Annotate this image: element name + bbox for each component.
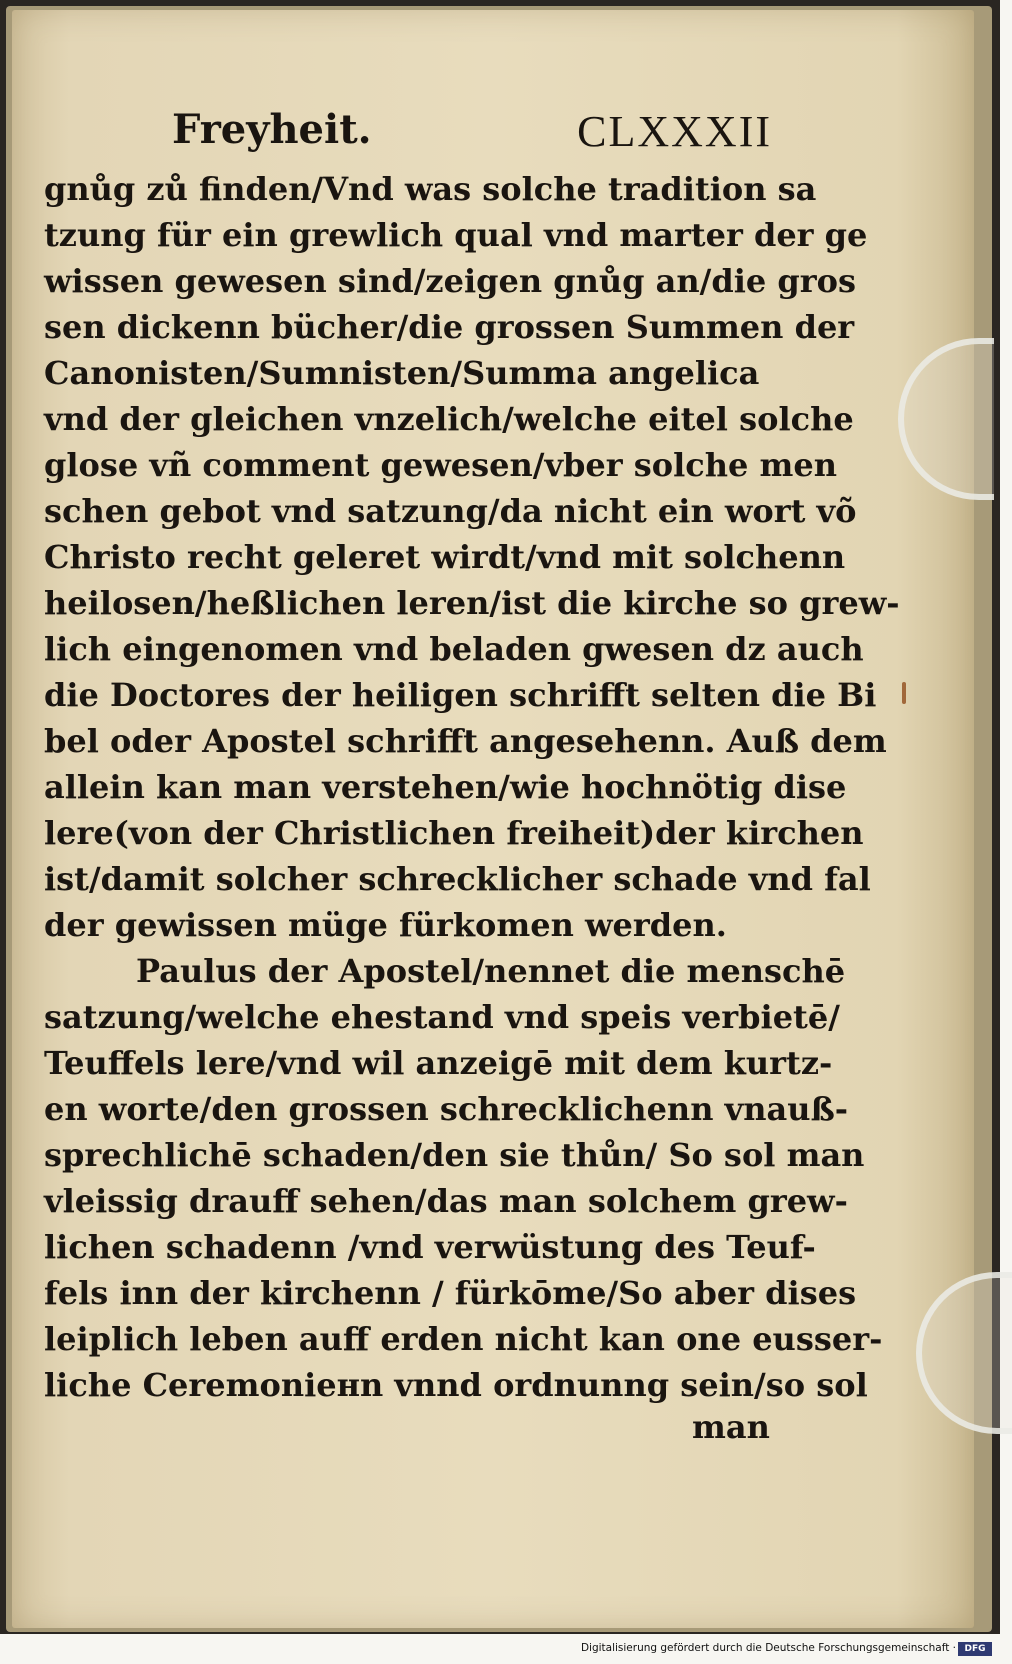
text-line: wissen gewesen sind/zeigen gnůg an/die gros xyxy=(44,262,856,300)
page-header xyxy=(172,106,772,162)
text-line: tzung für ein grewlich qual vnd marter der ge xyxy=(44,216,868,254)
text-line: sprechlichē schaden/den sie thůn/ So sol man xyxy=(44,1136,865,1174)
folio-number: CLXXXII xyxy=(577,107,772,156)
text-line: vnd der gleichen vnzelich/welche eitel solche xyxy=(44,400,854,438)
funding-credit: Digitalisierung gefördert durch die Deutsche Forschungsgemeinschaft · xyxy=(580,1642,956,1654)
text-line: allein kan man verstehen/wie hochnötig dise xyxy=(44,768,847,806)
digitization-footer xyxy=(0,1638,1000,1664)
main-text xyxy=(44,166,900,1408)
text-line: Christo recht geleret wirdt/vnd mit solchenn xyxy=(44,538,846,576)
text-line: Canonisten/Sumnisten/Summa angelica xyxy=(44,354,760,392)
ink-mark xyxy=(902,682,906,704)
text-line: satzung/welche ehestand vnd speis verbietē/ xyxy=(44,998,840,1036)
text-line: die Doctores der heiligen schrifft selten die Bi xyxy=(44,676,877,714)
text-line: lich eingenomen vnd beladen gwesen dz auch xyxy=(44,630,864,668)
dfg-logo: DFG xyxy=(958,1642,992,1656)
book-page xyxy=(12,10,974,1628)
text-line: leiplich leben auff erden nicht kan one eusser- xyxy=(44,1320,883,1358)
text-line: bel oder Apostel schrifft angesehenn. Auß dem xyxy=(44,722,887,760)
text-line: en worte/den grossen schrecklichenn vnauß- xyxy=(44,1090,849,1128)
text-line: ist/damit solcher schrecklicher schade vnd fal xyxy=(44,860,871,898)
text-line: fels inn der kirchenn / fürkōme/So aber dises xyxy=(44,1274,857,1312)
text-line: sen dickenn bücher/die grossen Summen der xyxy=(44,308,855,346)
text-line: der gewissen müge fürkomen werden. xyxy=(44,906,727,944)
text-line: Teuffels lere/vnd wil anzeigē mit dem kurtz- xyxy=(44,1044,833,1082)
text-line: lichen schadenn /vnd verwüstung des Teuf- xyxy=(44,1228,816,1266)
running-head: Freyheit. xyxy=(172,106,372,153)
catchword: man xyxy=(692,1408,770,1446)
text-line: liche Ceremoniенn vnnd ordnunng sein/so sol xyxy=(44,1366,868,1404)
text-line: gnůg zů finden/Vnd was solche tradition sa xyxy=(44,170,817,208)
text-line: lere(von der Christlichen freiheit)der kirchen xyxy=(44,814,864,852)
text-line: schen gebot vnd satzung/da nicht ein wort võ xyxy=(44,492,857,530)
paragraph-start-line: Paulus der Apostel/nennet die menschē xyxy=(136,952,846,990)
text-line: glose vñ comment gewesen/vber solche men xyxy=(44,446,838,484)
text-line: heilosen/heßlichen leren/ist die kirche so grew- xyxy=(44,584,900,622)
text-line: vleissig drauff sehen/das man solchem grew- xyxy=(44,1182,848,1220)
